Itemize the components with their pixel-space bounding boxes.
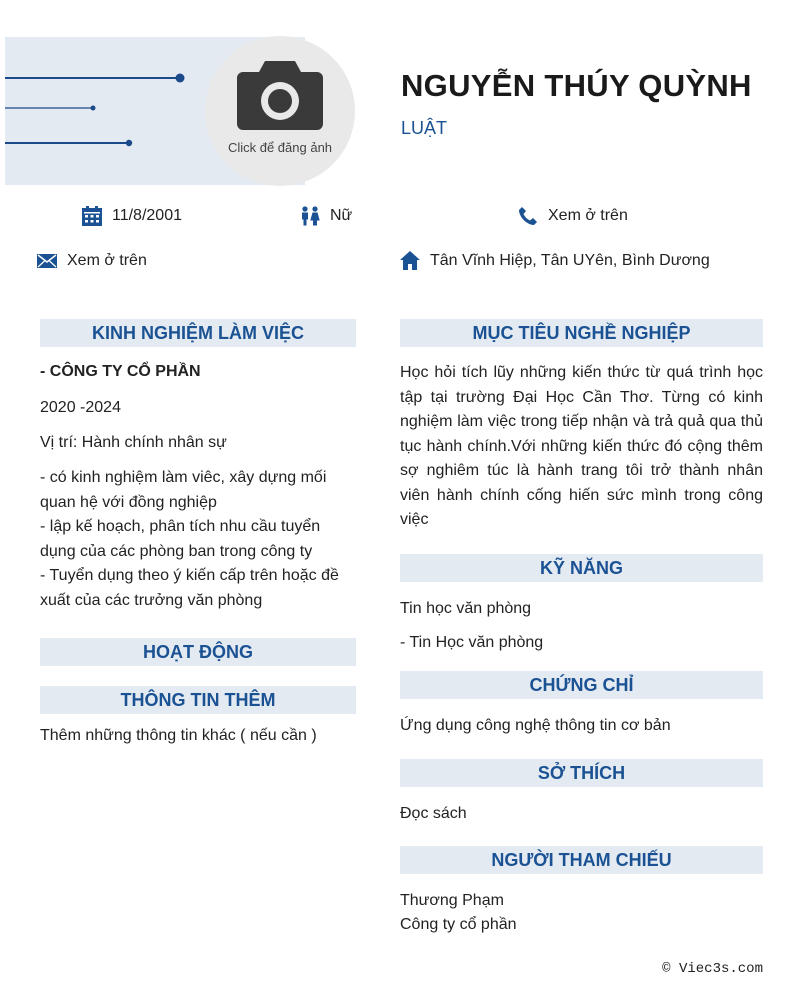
objective-text: Học hỏi tích lũy những kiến thức từ quá trình học tập tại trường Đại Học Cần Thơ. Từng có kinh nghiệm làm việc trong tiếp nhận và trả quả qua thủ tục hành chính.Với những kiến thức đó cộng thêm sợ nghiêm túc là hành trang tôi trở thành nhân viên hành chính cống hiến sức mình trong công việc (400, 364, 763, 528)
address-value: Tân Vĩnh Hiệp, Tân UYên, Bình Dương (430, 252, 710, 269)
experience-details (40, 466, 356, 613)
section-objective-title: MỤC TIÊU NGHỀ NGHIỆP (400, 319, 763, 347)
skill-item: - Tin Học văn phòng (400, 634, 544, 651)
section-hobbies-title: SỞ THÍCH (400, 759, 763, 787)
section-skills-title: KỸ NĂNG (400, 554, 763, 582)
skill-item: Tin học văn phòng (400, 600, 532, 617)
decorative-lines (5, 37, 195, 185)
experience-company: - CÔNG TY CỔ PHẦN (40, 363, 201, 380)
email-info (37, 251, 147, 271)
gender-icon (300, 206, 320, 226)
email-value: Xem ở trên (67, 252, 147, 269)
experience-role: Vị trí: Hành chính nhân sự (40, 434, 227, 451)
certificate-item: Ứng dụng công nghệ thông tin cơ bản (400, 717, 671, 734)
address-info (400, 251, 710, 271)
photo-upload-label: Click để đăng ảnh (227, 140, 333, 155)
phone-value: Xem ở trên (548, 207, 628, 224)
phone-info (518, 206, 628, 226)
camera-icon (235, 56, 325, 136)
extra-text: Thêm những thông tin khác ( nếu cần ) (40, 727, 317, 744)
mail-icon (37, 251, 57, 271)
reference-company: Công ty cổ phần (400, 916, 517, 933)
birthday-value: 11/8/2001 (112, 207, 182, 224)
candidate-name: NGUYỄN THÚY QUỲNH (401, 68, 752, 103)
reference-name: Thương Phạm (400, 892, 504, 909)
calendar-icon (82, 206, 102, 226)
phone-icon (518, 206, 538, 226)
experience-period: 2020 -2024 (40, 399, 121, 416)
section-certificates-title: CHỨNG CHỈ (400, 671, 763, 699)
section-experience-title: KINH NGHIỆM LÀM VIỆC (40, 319, 356, 347)
experience-detail-item: - có kinh nghiệm làm viêc, xây dựng mối quan hệ với đồng nghiệp (40, 469, 327, 511)
job-position: LUẬT (401, 118, 448, 138)
gender-info (300, 206, 352, 226)
experience-detail-item: - Tuyển dụng theo ý kiến cấp trên hoặc đề xuất của các trưởng văn phòng (40, 567, 339, 609)
experience-detail-item: - lập kế hoạch, phân tích nhu cầu tuyển dụng của các phòng ban trong công ty (40, 518, 321, 560)
section-references-title: NGƯỜI THAM CHIẾU (400, 846, 763, 874)
home-icon (400, 251, 420, 271)
section-extra-title: THÔNG TIN THÊM (40, 686, 356, 714)
hobby-item: Đọc sách (400, 805, 467, 822)
section-activities-title: HOẠT ĐỘNG (40, 638, 356, 666)
profile-photo-upload[interactable] (205, 36, 355, 186)
birthday-info (82, 206, 182, 226)
gender-value: Nữ (330, 207, 353, 224)
copyright-footer: © Viec3s.com (662, 961, 763, 977)
